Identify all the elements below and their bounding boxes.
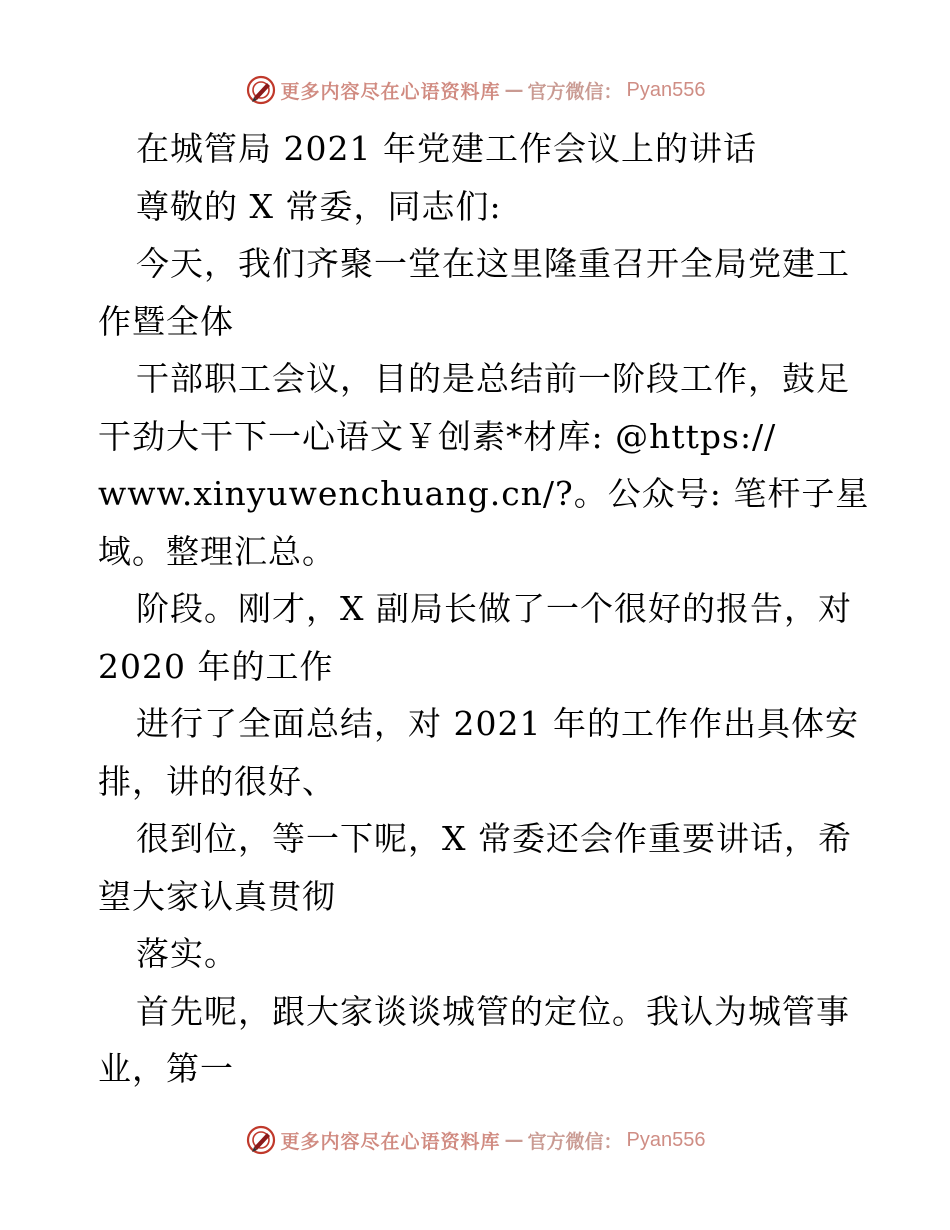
banner-slogan: 更多内容尽在心语资料库: [280, 1130, 501, 1153]
pen-circle-logo-icon: [245, 1124, 277, 1156]
paragraph-line: 干劲大干下一心语文￥创素*材库: @https://: [98, 416, 777, 456]
footer-watermark-banner: [0, 1120, 950, 1160]
pen-circle-logo-icon: [245, 74, 277, 106]
banner-wechat-id: Pyan556: [626, 1128, 706, 1151]
banner-wechat-label: 官方微信：: [527, 1130, 623, 1153]
banner-separator: —: [504, 1129, 524, 1151]
banner-separator: —: [504, 79, 524, 101]
paragraph-line: 干部职工会议，目的是总结前一阶段工作，鼓足: [136, 359, 850, 398]
paragraph-line: 排，讲的很好、: [98, 761, 336, 801]
paragraph-line: www.xinyuwenchuang.cn/?。公众号: 笔杆子星: [98, 474, 870, 513]
paragraph-line: 域。整理汇总。: [98, 531, 336, 571]
paragraph-line: 业，第一: [98, 1049, 234, 1088]
paragraph-line: 望大家认真贯彻: [98, 876, 336, 916]
paragraph-line: 今天，我们齐聚一堂在这里隆重召开全局党建工: [136, 244, 850, 283]
header-watermark-banner: [0, 70, 950, 110]
salutation: 尊敬的 X 常委，同志们:: [136, 186, 502, 226]
document-body: [98, 120, 870, 1098]
paragraph-line: 落实。: [136, 934, 238, 973]
paragraph-line: 阶段。刚才，X 副局长做了一个很好的报告，对: [136, 589, 852, 628]
paragraph-line: 进行了全面总结，对 2021 年的工作作出具体安: [136, 704, 859, 743]
document-title: 在城管局 2021 年党建工作会议上的讲话: [136, 129, 757, 168]
paragraph-line: 很到位，等一下呢，X 常委还会作重要讲话，希: [136, 819, 852, 858]
paragraph-line: 2020 年的工作: [98, 646, 334, 686]
paragraph-line: 首先呢，跟大家谈谈城管的定位。我认为城管事: [136, 991, 850, 1031]
banner-wechat-id: Pyan556: [626, 78, 706, 101]
paragraph-line: 作暨全体: [98, 301, 234, 341]
banner-slogan: 更多内容尽在心语资料库: [280, 80, 501, 103]
banner-wechat-label: 官方微信：: [527, 80, 623, 103]
